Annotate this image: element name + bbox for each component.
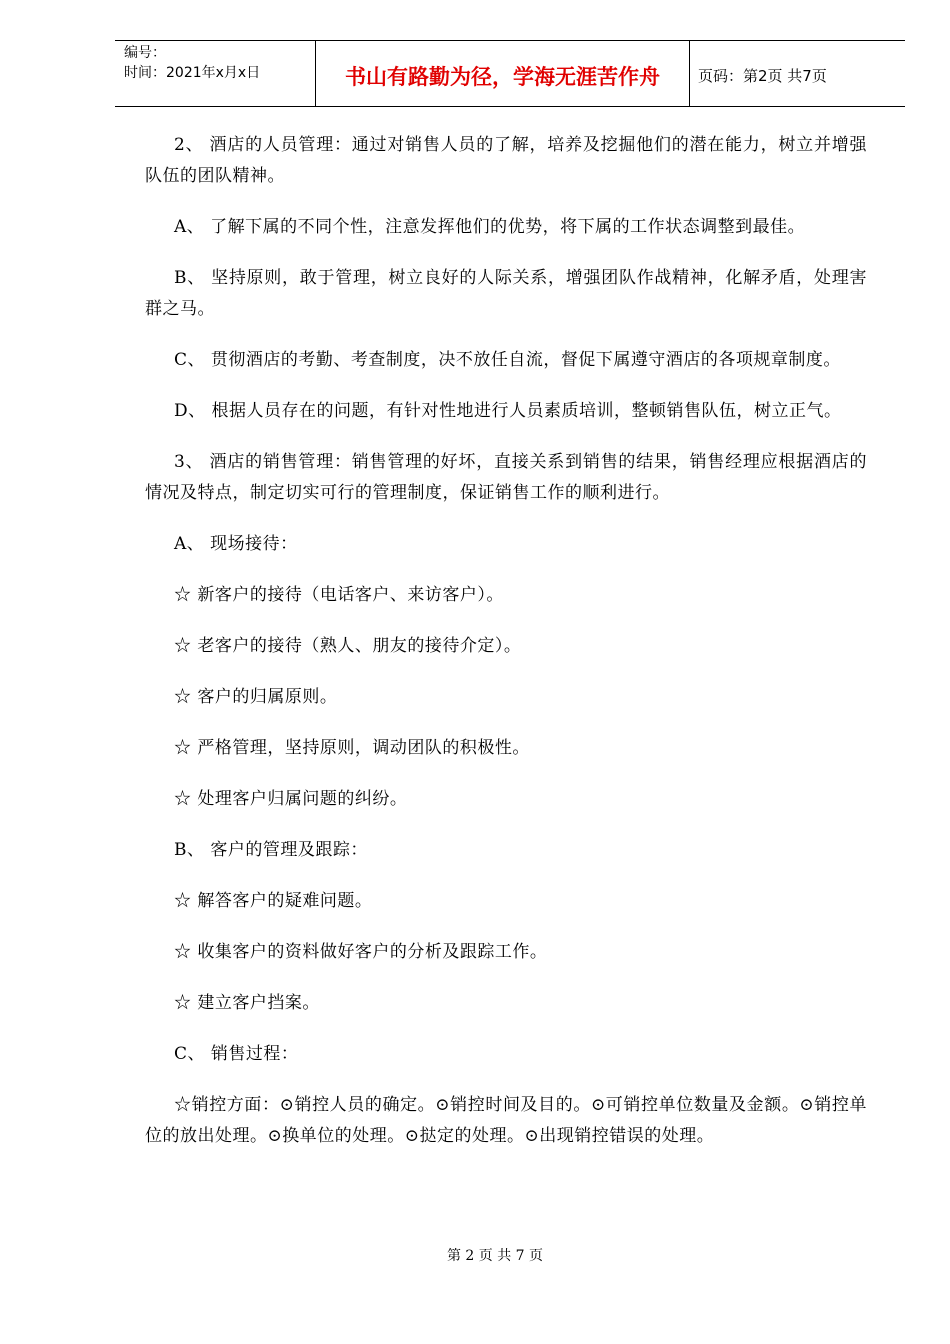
list-heading: B、 客户的管理及跟踪：	[174, 840, 368, 860]
header-table	[115, 40, 905, 107]
paragraph: B、 坚持原则，敢于管理，树立良好的人际关系，增强团队作战精神，化解矛盾，处理害群之马。	[145, 268, 867, 319]
list-heading: C、 销售过程：	[174, 1044, 299, 1064]
list-item: ☆ 解答客户的疑难问题。	[174, 891, 373, 911]
header-page-number: 页码：第2页 共7页	[698, 67, 827, 85]
list-heading: A、 现场接待：	[174, 534, 298, 554]
list-item: ☆ 老客户的接待（熟人、朋友的接待介定）。	[174, 636, 522, 656]
paragraph: D、 根据人员存在的问题，有针对性地进行人员素质培训，整顿销售队伍，树立正气。	[174, 401, 842, 421]
page-footer: 第 2 页 共 7 页	[446, 1248, 544, 1264]
list-item: ☆ 处理客户归属问题的纠纷。	[174, 789, 408, 809]
header-info-cell	[115, 41, 316, 106]
list-item: ☆ 客户的归属原则。	[174, 687, 338, 707]
header-motto: 书山有路勤为径，学海无涯苦作舟	[316, 41, 690, 106]
paragraph: 3、 酒店的销售管理：销售管理的好坏，直接关系到销售的结果，销售经理应根据酒店的情况及特点，制定切实可行的管理制度，保证销售工作的顺利进行。	[145, 452, 867, 503]
paragraph: C、 贯彻酒店的考勤、考查制度，决不放任自流，督促下属遵守酒店的各项规章制度。	[174, 350, 841, 370]
list-item: ☆ 建立客户挡案。	[174, 993, 320, 1013]
list-item: ☆ 严格管理，坚持原则，调动团队的积极性。	[174, 738, 530, 758]
list-item: ☆ 收集客户的资料做好客户的分析及跟踪工作。	[174, 942, 548, 962]
header-number: 编号：	[124, 45, 166, 61]
paragraph: A、 了解下属的不同个性，注意发挥他们的优势，将下属的工作状态调整到最佳。	[174, 217, 806, 237]
list-item: ☆销控方面：⊙销控人员的确定。⊙销控时间及目的。⊙可销控单位数量及金额。⊙销控单位的放出处理。⊙换单位的处理。⊙挞定的处理。⊙出现销控错误的处理。	[145, 1095, 867, 1146]
list-item: ☆ 新客户的接待（电话客户、来访客户）。	[174, 585, 504, 605]
header-time: 时间：2021年x月x日	[124, 65, 261, 81]
paragraph: 2、 酒店的人员管理：通过对销售人员的了解，培养及挖掘他们的潜在能力，树立并增强队伍的团队精神。	[145, 135, 867, 186]
document-body	[145, 130, 867, 1152]
